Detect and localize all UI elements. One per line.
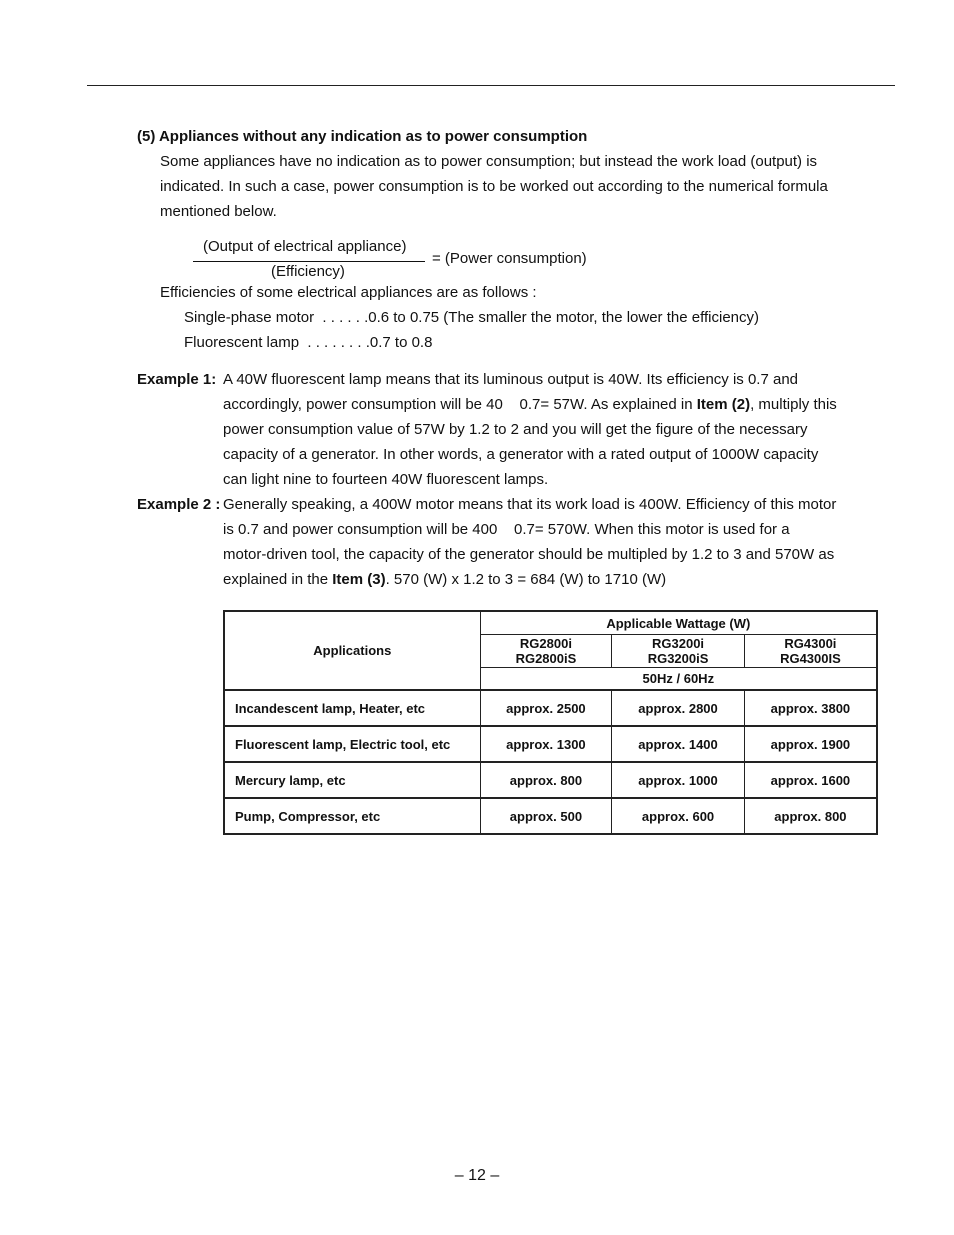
application-cell: Incandescent lamp, Heater, etc: [224, 690, 480, 726]
formula-result: = (Power consumption): [432, 250, 587, 267]
model-cell: [744, 635, 877, 668]
model-name: RG3200iS: [647, 651, 709, 666]
table-row: [224, 798, 877, 834]
model-name: RG4300IS: [780, 651, 841, 666]
table-row: [224, 690, 877, 726]
model-cell: [612, 635, 745, 668]
intro-line: mentioned below.: [160, 203, 277, 220]
model-name: RG4300i: [784, 636, 837, 651]
intro-line: Some appliances have no indication as to power consumption; but instead the work load (output) is: [160, 153, 818, 170]
example-text: accordingly, power consumption will be 40 0.7= 57W. As explained in: [223, 396, 697, 413]
example-line: A 40W fluorescent lamp means that its luminous output is 40W. Its efficiency is 0.7 and: [223, 371, 799, 388]
page-number: – 12 –: [454, 1167, 500, 1184]
wattage-table: [223, 610, 878, 835]
item-reference: Item (2): [696, 396, 751, 413]
example-2-label: Example 2 :: [137, 496, 221, 513]
application-cell: Pump, Compressor, etc: [224, 798, 480, 834]
intro-line: indicated. In such a case, power consumption is to be worked out according to the numerical formula: [160, 178, 828, 195]
model-name: RG2800iS: [515, 651, 577, 666]
example-line: can light nine to fourteen 40W fluorescent lamps.: [223, 471, 549, 488]
wattage-cell: approx. 2500: [480, 690, 612, 726]
example-line: [223, 567, 883, 592]
application-cell: Mercury lamp, etc: [224, 762, 480, 798]
model-cell: [480, 635, 612, 668]
item-reference: Item (3): [332, 571, 386, 588]
example-text: . 570 (W) x 1.2 to 3 = 684 (W) to 1710 (W): [385, 571, 667, 588]
efficiency-lamp: Fluorescent lamp . . . . . . . .0.7 to 0.8: [184, 334, 433, 351]
table-row: [224, 726, 877, 762]
wattage-cell: approx. 1300: [480, 726, 612, 762]
wattage-cell: approx. 1900: [744, 726, 877, 762]
wattage-cell: approx. 2800: [612, 690, 745, 726]
example-1-label: Example 1:: [137, 371, 217, 388]
frequency-cell: 50Hz / 60Hz: [480, 668, 877, 691]
wattage-cell: approx. 1600: [744, 762, 877, 798]
efficiency-intro: Efficiencies of some electrical appliances are as follows :: [160, 284, 537, 301]
header-rule: [87, 85, 895, 86]
model-name: RG2800i: [519, 636, 572, 651]
example-line: Generally speaking, a 400W motor means that its work load is 400W. Efficiency of this motor: [223, 496, 837, 513]
table-row: [224, 762, 877, 798]
wattage-cell: approx. 500: [480, 798, 612, 834]
example-line: [223, 392, 883, 417]
wattage-header: Applicable Wattage (W): [480, 611, 877, 635]
example-line: motor-driven tool, the capacity of the generator should be multipled by 1.2 to 3 and 570W as: [223, 546, 835, 563]
intro-paragraph: [160, 149, 880, 224]
wattage-cell: approx. 3800: [744, 690, 877, 726]
table-header-row: [224, 611, 877, 635]
example-text: explained in the: [223, 571, 333, 588]
applications-header: Applications: [224, 611, 480, 690]
formula-denominator: (Efficiency): [271, 263, 345, 280]
example-line: power consumption value of 57W by 1.2 to 2 and you will get the figure of the necessary: [223, 421, 808, 438]
wattage-cell: approx. 1400: [612, 726, 745, 762]
section-heading: (5) Appliances without any indication as to power consumption: [137, 128, 588, 145]
efficiency-motor: Single-phase motor . . . . . .0.6 to 0.75 (The smaller the motor, the lower the efficiency): [184, 309, 759, 326]
example-text: , multiply this: [750, 396, 837, 413]
wattage-cell: approx. 800: [480, 762, 612, 798]
wattage-cell: approx. 1000: [612, 762, 745, 798]
example-1-text: [223, 367, 883, 492]
wattage-cell: approx. 800: [744, 798, 877, 834]
example-line: capacity of a generator. In other words, a generator with a rated output of 1000W capacity: [223, 446, 819, 463]
example-2-text: [223, 492, 883, 592]
application-cell: Fluorescent lamp, Electric tool, etc: [224, 726, 480, 762]
model-name: RG3200i: [652, 636, 705, 651]
example-line: is 0.7 and power consumption will be 400 0.7= 570W. When this motor is used for a: [223, 521, 790, 538]
formula-numerator: (Output of electrical appliance): [203, 238, 407, 255]
wattage-cell: approx. 600: [612, 798, 745, 834]
